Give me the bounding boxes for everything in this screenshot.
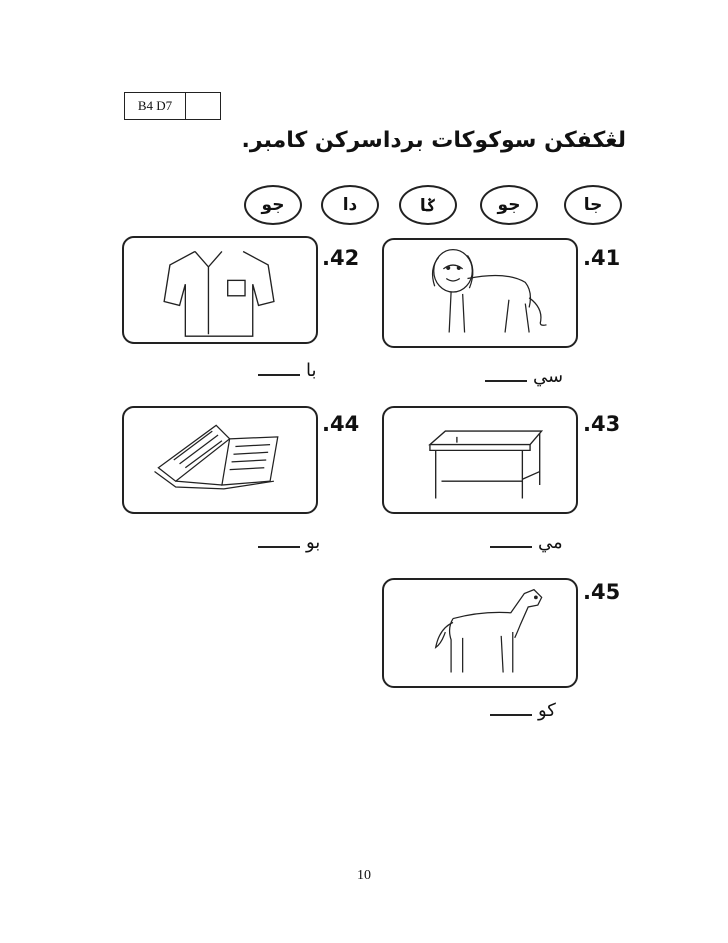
- choice-syllable: دا: [321, 185, 379, 225]
- choice-syllable: جا: [564, 185, 622, 225]
- code-blank-cell: [186, 93, 220, 119]
- horse-icon: [384, 580, 576, 686]
- answer-blank[interactable]: [490, 545, 532, 548]
- lion-icon: [384, 240, 576, 346]
- syllable-choices: [0, 185, 728, 235]
- answer-line: [490, 700, 556, 721]
- answer-line: [258, 532, 320, 553]
- choice-syllable: جو: [244, 185, 302, 225]
- shirt-icon: [124, 238, 316, 342]
- answer-prefix: مي: [538, 532, 563, 553]
- choice-syllable: جو: [480, 185, 538, 225]
- picture-frame: [382, 578, 578, 688]
- instruction-text: لڠکفکن سوکوکات برداسرکن کامبر.: [241, 128, 626, 153]
- answer-line: [258, 360, 317, 381]
- picture-frame: [382, 238, 578, 348]
- answer-line: [490, 532, 563, 553]
- class-code-box: [124, 92, 221, 120]
- question-number: .44: [322, 412, 360, 436]
- answer-blank[interactable]: [258, 373, 300, 376]
- question-number: .45: [583, 580, 621, 604]
- book-icon: [124, 408, 316, 512]
- answer-line: [485, 366, 563, 387]
- picture-frame: [382, 406, 578, 514]
- picture-frame: [122, 236, 318, 344]
- answer-blank[interactable]: [258, 545, 300, 548]
- answer-blank[interactable]: [485, 379, 527, 382]
- question-number: .43: [583, 412, 621, 436]
- choice-syllable: ݢا: [399, 185, 457, 225]
- answer-prefix: کو: [538, 700, 556, 721]
- picture-frame: [122, 406, 318, 514]
- answer-prefix: با: [306, 360, 317, 381]
- answer-prefix: سي: [533, 366, 564, 387]
- answer-blank[interactable]: [490, 713, 532, 716]
- question-number: .41: [583, 246, 621, 270]
- answer-prefix: بو: [306, 532, 321, 553]
- class-code: B4 D7: [125, 93, 186, 119]
- question-number: .42: [322, 246, 360, 270]
- page-number: 10: [357, 868, 371, 883]
- table-icon: [384, 408, 576, 512]
